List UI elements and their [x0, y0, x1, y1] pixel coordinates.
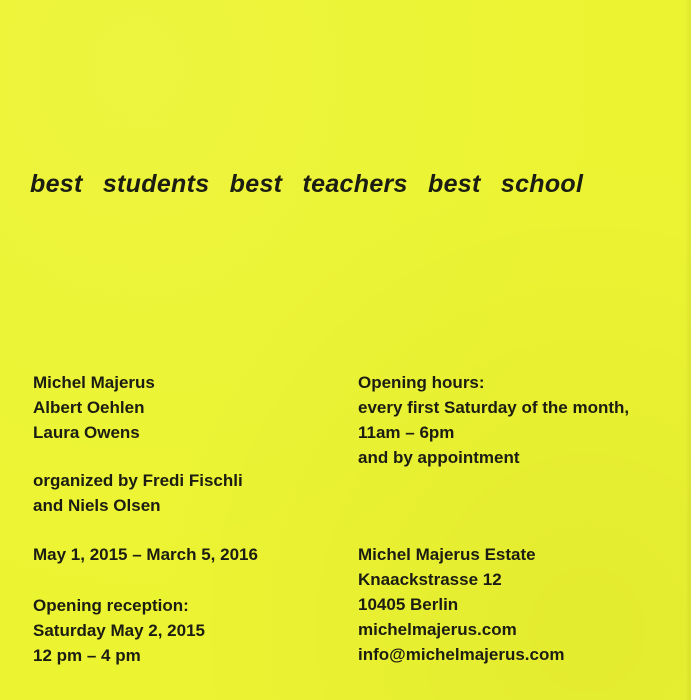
artist-name: Michel Majerus: [33, 373, 155, 392]
artists-list: [33, 370, 155, 445]
reception-heading: Opening reception:: [33, 596, 189, 615]
reception-date: Saturday May 2, 2015: [33, 621, 205, 640]
artist-name: Albert Oehlen: [33, 398, 145, 417]
hours-line: and by appointment: [358, 448, 520, 467]
website-link[interactable]: michelmajerus.com: [358, 620, 517, 639]
reception-time: 12 pm – 4 pm: [33, 646, 141, 665]
organizer-line: and Niels Olsen: [33, 496, 161, 515]
email-link[interactable]: info@michelmajerus.com: [358, 645, 565, 664]
hours-line: every first Saturday of the month,: [358, 398, 630, 417]
street-address: Knaackstrasse 12: [358, 570, 502, 589]
organizers: [33, 468, 243, 518]
artist-name: Laura Owens: [33, 423, 140, 442]
opening-hours: [358, 370, 629, 470]
estate-name: Michel Majerus Estate: [358, 545, 536, 564]
contact-info: [358, 542, 564, 667]
date-range: May 1, 2015 – March 5, 2016: [33, 545, 258, 564]
organizer-line: organized by Fredi Fischli: [33, 471, 243, 490]
hours-line: 11am – 6pm: [358, 423, 455, 442]
opening-reception: [33, 593, 205, 668]
hours-heading: Opening hours:: [358, 373, 485, 392]
exhibition-dates: [33, 542, 258, 567]
headline: best students best teachers best school: [30, 170, 584, 198]
postal-city: 10405 Berlin: [358, 595, 459, 614]
